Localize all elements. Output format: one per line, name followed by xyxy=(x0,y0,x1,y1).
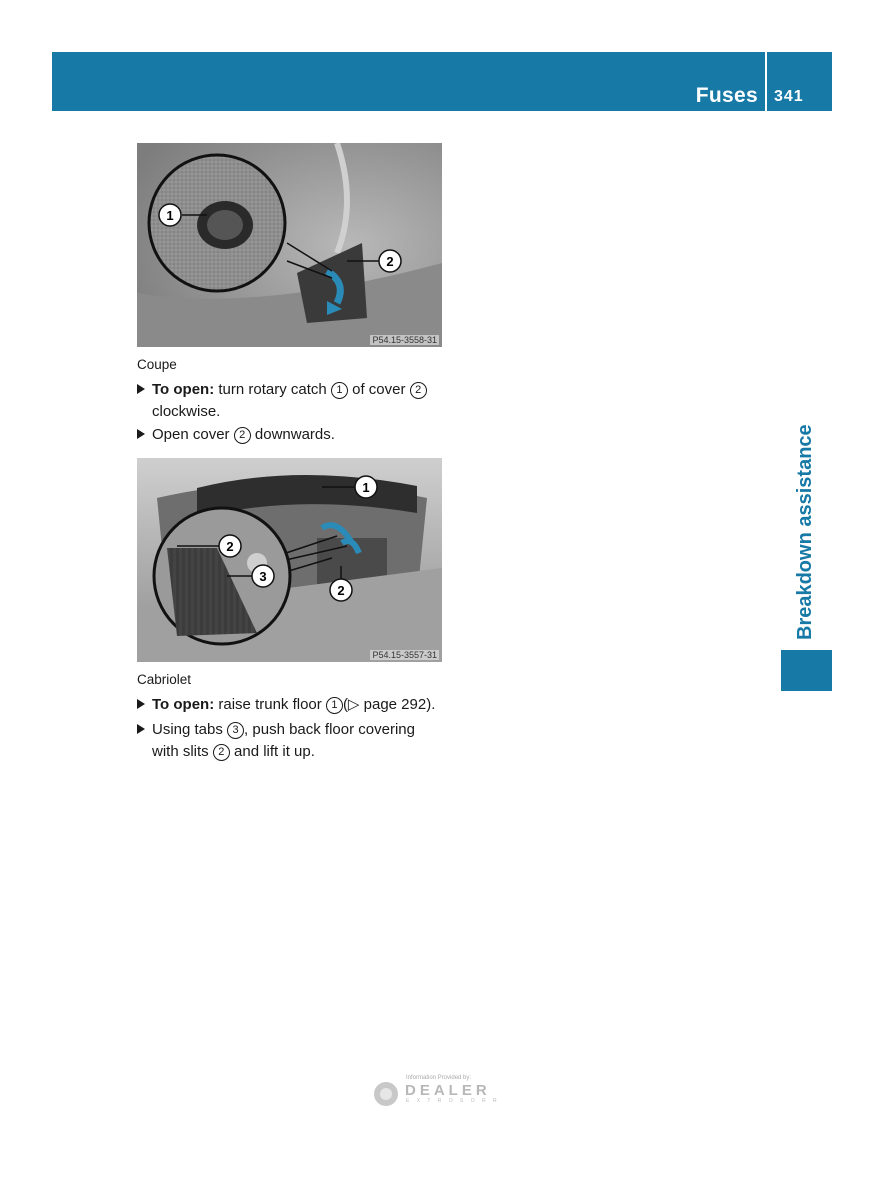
callout-3: 3 xyxy=(259,569,267,584)
caption-coupe: Coupe xyxy=(137,357,177,372)
callout-ref: 2 xyxy=(234,427,251,444)
callout-ref: 2 xyxy=(213,744,230,761)
callout-ref: 1 xyxy=(331,382,348,399)
footer-subbrand: E X T R O S O R R xyxy=(406,1098,500,1104)
cabriolet-trunk-illustration xyxy=(137,458,442,662)
bullet-arrow-icon xyxy=(137,724,145,734)
callout-2: 2 xyxy=(386,254,394,269)
callout-ref: 1 xyxy=(326,697,343,714)
step-text: , push back floor covering xyxy=(244,721,415,738)
step-text: raise trunk floor xyxy=(214,696,326,713)
callout-1: 1 xyxy=(166,208,174,223)
footer-provided-by: Information Provided by: xyxy=(406,1075,472,1081)
step-bold-label: To open: xyxy=(152,696,215,713)
bullet-arrow-icon xyxy=(137,699,145,709)
step-text: clockwise. xyxy=(152,403,221,420)
step-text: Using tabs xyxy=(152,721,228,738)
step-text: turn rotary catch xyxy=(214,381,331,398)
figure-code: P54.15-3558-31 xyxy=(372,335,437,345)
callout-2: 2 xyxy=(337,583,345,598)
step-text: of cover xyxy=(347,381,410,398)
step-text: with slits xyxy=(152,743,213,760)
callout-ref: 2 xyxy=(410,382,427,399)
callout-1: 1 xyxy=(362,480,370,495)
coupe-trunk-illustration xyxy=(137,143,442,347)
page-reference-link[interactable]: (▷ page 292). xyxy=(342,696,436,713)
side-tab-label: Breakdown assistance xyxy=(794,424,816,640)
step-cabriolet-open xyxy=(137,694,447,716)
figure-cabriolet-trunk xyxy=(137,458,442,662)
callout-2: 2 xyxy=(226,539,234,554)
page-number: 341 xyxy=(774,88,804,105)
bullet-arrow-icon xyxy=(137,384,145,394)
figure-coupe-trunk xyxy=(137,143,442,347)
caption-cabriolet: Cabriolet xyxy=(137,672,192,687)
footer-brand: DEALER xyxy=(405,1082,491,1099)
step-bold-label: To open: xyxy=(152,381,215,398)
callout-ref: 3 xyxy=(227,722,244,739)
step-cabriolet-tabs xyxy=(137,719,447,763)
step-text: Open cover xyxy=(152,426,234,443)
section-title: Fuses xyxy=(695,84,758,107)
header-divider xyxy=(765,52,767,111)
bullet-arrow-icon xyxy=(137,429,145,439)
step-coupe-cover xyxy=(137,424,447,446)
side-tab-block xyxy=(781,650,832,691)
step-coupe-open xyxy=(137,379,447,423)
step-text: downwards. xyxy=(250,426,335,443)
figure-code: P54.15-3557-31 xyxy=(372,650,437,660)
step-text: and lift it up. xyxy=(229,743,315,760)
